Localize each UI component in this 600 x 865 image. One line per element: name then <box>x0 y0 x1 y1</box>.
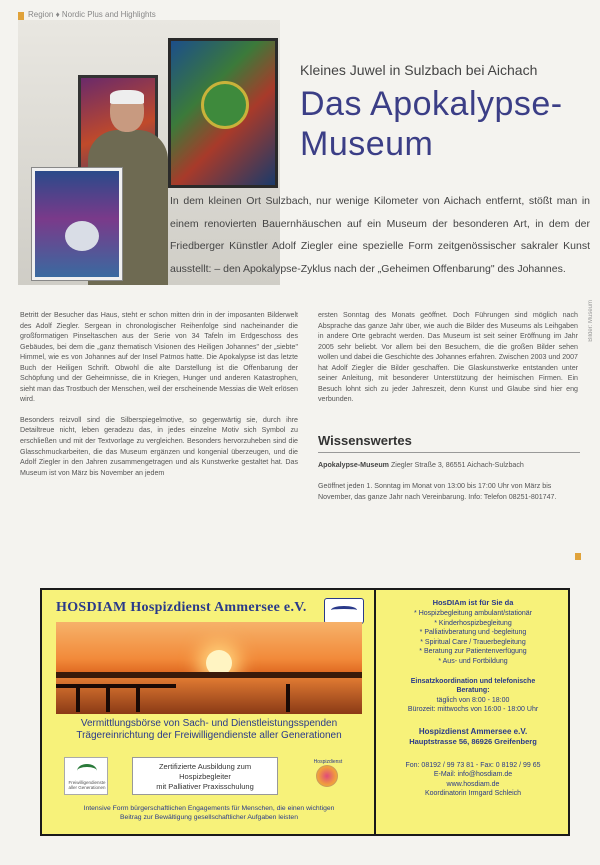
cert-line-2: Hospizbegleiter <box>179 772 231 781</box>
body-paragraph: Besonders reizvoll sind die Silberspiegelmotive, so gegenwärtig sie, durch ihre Detailtreue nicht, leben geradezu das, in jedes einzelne Motiv sich Symbol zu erschließen und mit der Textvorlage zu vergleichen. Besonders hervorzuheben sind die Glasschmuckarbeiten, die das Museum ergänzen und kongenial überzeugen, und die Adolf Ziegler in den Jahren zusammengetragen und als Kunstwerke gestaltet hat. Das Museum ist von März bis November an jedem <box>20 415 298 477</box>
service-item: * Kinderhospizbegleitung <box>434 619 512 627</box>
photo-credit: Bilder: Museum <box>588 300 594 342</box>
artist-hair <box>110 90 144 104</box>
museum-name: Apokalypse-Museum <box>318 461 389 469</box>
museum-street: Ziegler Straße 3, 86551 Aichach-Sulzbach <box>390 461 524 469</box>
ad-footer <box>56 804 362 822</box>
pier-post <box>286 684 290 712</box>
contact-details <box>384 761 562 799</box>
ad-title: HOSDIAM Hospizdienst Ammersee e.V. <box>56 600 307 615</box>
museum-address <box>318 460 580 471</box>
volunteer-badge-text: Freiwilligendienste aller Generationen <box>68 780 106 790</box>
section-marker <box>18 12 24 20</box>
hours-daily: täglich von 8:00 - 18:00 <box>436 696 510 704</box>
service-item: * Palliativberatung und -begleitung <box>419 629 527 637</box>
body-paragraph: ersten Sonntag des Monats geöffnet. Doch Führungen sind möglich nach Absprache das ganze Jahr über, wie auch die Bilder des Museums als Leihgaben in andere Orte gebracht werden. Das Museum ist seit seiner Eröffnung im Jahr 2005 sehr beliebt. Vor allem bei den Besuchern, die die großen Bilder sehen wollen und dabei die Geschichte des Johannes erfahren. Zwischen 2003 und 2007 hat Adolf Ziegler die Bilder geschaffen. Die Glaskunstwerke entstanden unter seiner Anleitung, mit besonderer Unterstützung der heimischen Firmen. Ein Besuch lohnt sich zu jeder Jahreszeit, denn Kunst und Glaube sind hier eng verbunden. <box>318 311 578 404</box>
office-hours <box>384 696 562 715</box>
photo-pier <box>56 684 176 688</box>
services-list <box>384 609 562 667</box>
coordinator-name: Koordinatorin Irmgard Schleich <box>424 790 522 798</box>
pier-post <box>106 684 110 712</box>
heart-badge-text: Hospizdienst <box>313 759 343 765</box>
phone-fax: Fon: 08192 / 99 73 81 - Fax: 0 8192 / 99 65 <box>405 761 541 769</box>
painting-circle <box>201 81 249 129</box>
certification-badge <box>132 757 278 795</box>
title-line-2: Museum <box>300 125 434 163</box>
section-label: Region ♦ Nordic Plus and Highlights <box>28 10 156 19</box>
org-address: Hauptstrasse 56, 86926 Greifenberg <box>409 736 537 746</box>
info-box-title: Wissenswertes <box>318 433 580 453</box>
body-paragraph: Betritt der Besucher das Haus, steht er schon mitten drin in der imposanten Bilderwelt des Adolf Ziegler. Sergean in chronologischer Reihenfolge sind nacheinander die großformatigen Pinseltaschen aus der Serie von 34 Tafeln im Erdgeschoss des Gebäudes, bei dem die „ganz thematisch Visionen des Heiligen Johannes" der „siebte" Himmel, wie es von Johannes auf der Insel Patmos hatte. Die Apokalypse ist das letzte Buch der Heiligen Schrift. Obwohl die alte Darstellung ist die Offenbarung der Schöpfung und der Geheimnisse, die in Kriegen, Hunger und anderen Katastrophen, sieht man das Trostbuch der Menschen, weil der erscheinende Messias die Welt erlösen wird. <box>20 311 298 404</box>
painting-large <box>168 38 278 188</box>
museum-hours: Geöffnet jeden 1. Sonntag im Monat von 13:00 bis 17:00 Uhr von März bis November, das ganze Jahr nach Vereinbarung. Info: Telefon 08251-801747. <box>318 482 557 501</box>
service-item: * Beratung zur Patientenverfügung <box>419 648 527 656</box>
volunteer-badge <box>64 757 108 795</box>
service-item: * Hospizbegleitung ambulant/stationär <box>414 610 532 617</box>
ad-subline <box>56 718 362 742</box>
info-box <box>318 460 580 503</box>
article-lead: In dem kleinen Ort Sulzbach, nur wenige Kilometer von Aichach entfernt, stößt man in einem renovierten Bauernhäuschen auf ein Museum der besonderen Art, in dem der Friedberger Künstler Adolf Ziegler eine spezielle Form zeitgenössischer sakraler Kunst ausstellt: – den Apokalypse-Zyklus nach der „Geheimen Offenbarung" des Johannes. <box>170 195 590 275</box>
services-heading: HosDIAm ist für Sie da <box>432 598 514 607</box>
service-item: * Spiritual Care / Trauerbegleitung <box>420 638 526 646</box>
pier-post <box>136 684 140 712</box>
service-item: * Aus- und Fortbildung <box>438 657 508 665</box>
email-link[interactable]: E-Mail: info@hosdiam.de <box>433 771 513 779</box>
coordination-heading-1: Einsatzkoordination und telefonische <box>410 677 536 685</box>
article-end-marker <box>575 553 581 560</box>
article-kicker: Kleines Juwel in Sulzbach bei Aichach <box>300 62 538 78</box>
org-name: Hospizdienst Ammersee e.V. <box>418 726 528 736</box>
ad-subline-2: Trägereinrichtung der Freiwilligendienste aller Generationen <box>76 730 342 741</box>
heart-badge <box>304 757 352 795</box>
painting-front <box>32 168 122 280</box>
body-column-right <box>318 310 578 415</box>
ad-contact-panel <box>384 598 562 799</box>
website-link[interactable]: www.hosdiam.de <box>446 780 500 788</box>
ad-footer-1: Intensive Form bürgerschaftlichen Engagements für Menschen, die einen wichtigen <box>83 805 335 812</box>
pier-post <box>76 684 80 712</box>
painting-bird <box>65 221 99 251</box>
coordination-heading-2: Beratung: <box>456 687 490 695</box>
hospice-advertisement <box>40 588 570 836</box>
title-line-1: Das Apokalypse- <box>300 85 563 123</box>
cert-line-1: Zertifizierte Ausbildung zum <box>158 762 252 771</box>
cert-line-3: mit Palliativer Praxisschulung <box>156 782 254 791</box>
volunteer-logo-icon <box>77 764 97 778</box>
ad-subline-1: Vermittlungsbörse von Sach- und Dienstleistungsspenden <box>80 718 338 729</box>
sunset-photo <box>56 622 362 714</box>
dove-logo-icon <box>324 598 364 624</box>
hours-office: Bürozeit: mittwochs von 16:00 - 18:00 Uhr <box>407 706 539 714</box>
ad-badges <box>56 753 362 801</box>
heart-icon <box>316 765 338 787</box>
ad-divider <box>374 590 376 834</box>
logo-swoosh <box>331 606 357 614</box>
coordination-heading <box>384 677 562 696</box>
article-title <box>300 84 590 164</box>
ad-footer-2: Beitrag zur Bewältigung gesellschaftlicher Aufgaben leisten <box>120 814 298 821</box>
body-column-left <box>20 310 298 488</box>
